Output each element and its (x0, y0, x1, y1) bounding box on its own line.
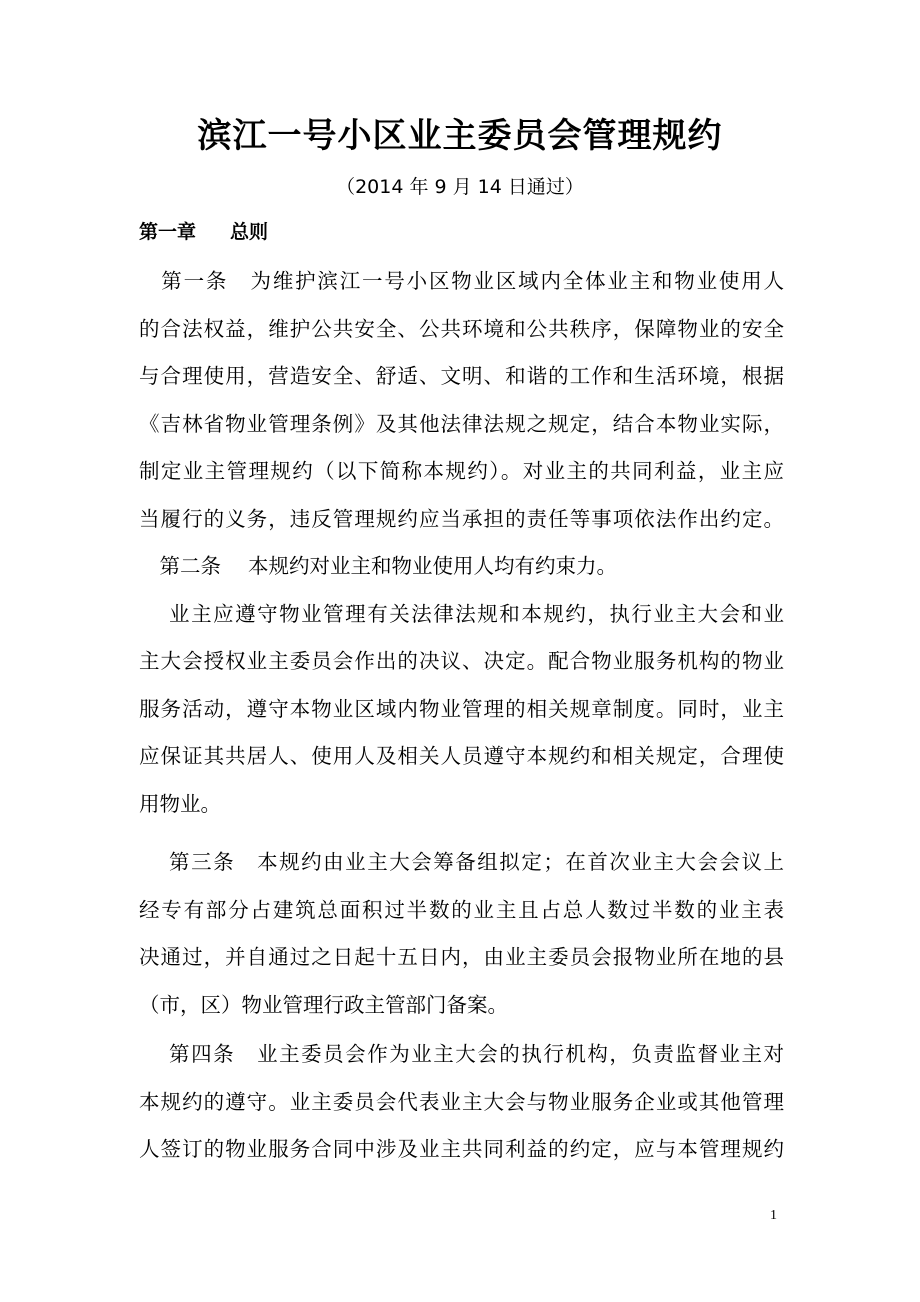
text-line: 业主应遵守物业管理有关法律法规和本规约，执行业主大会和业 (139, 601, 784, 626)
article-4 (139, 1031, 784, 1174)
text-line: 制定业主管理规约（以下简称本规约）。对业主的共同利益，业主应 (139, 459, 784, 483)
text-line: 应保证其共居人、使用人及相关人员遵守本规约和相关规定，合理使 (139, 744, 784, 768)
text-line: 人签订的物业服务合同中涉及业主共同利益的约定，应与本管理规约 (139, 1137, 784, 1161)
chapter-heading (139, 217, 268, 247)
text-line: 与合理使用，营造安全、舒适、文明、和谐的工作和生活环境，根据 (139, 364, 784, 388)
text-line: 第二条 本规约对业主和物业使用人均有约束力。 (139, 554, 618, 578)
text-line: 经专有部分占建筑总面积过半数的业主且占总人数过半数的业主表 (139, 897, 784, 922)
text-line: 服务活动，遵守本物业区域内物业管理的相关规章制度。同时，业主 (139, 696, 784, 721)
text-line: 第四条 业主委员会作为业主大会的执行机构，负责监督业主对 (139, 1042, 784, 1066)
adoption-date: （2014 年 9 月 14 日通过） (336, 176, 584, 198)
text-line: 第一条 为维护滨江一号小区物业区域内全体业主和物业使用人 (139, 269, 784, 293)
page-number: 1 (770, 1208, 777, 1223)
document-title: 滨江一号小区业主委员会管理规约 (197, 116, 723, 156)
article-3 (139, 839, 784, 1029)
text-line: 《吉林省物业管理条例》及其他法律法规之规定，结合本物业实际， (139, 411, 784, 436)
article-1 (139, 258, 784, 828)
text-line: 第三条 本规约由业主大会筹备组拟定；在首次业主大会会议上 (139, 850, 784, 874)
text-line: 用物业。 (139, 791, 221, 816)
text-line: 当履行的义务，违反管理规约应当承担的责任等事项依法作出约定。 (139, 506, 784, 531)
text-line: 主大会授权业主委员会作出的决议、决定。配合物业服务机构的物业 (139, 649, 784, 673)
chapter-name: 总则 (230, 221, 269, 243)
text-line: （市，区）物业管理行政主管部门备案。 (139, 992, 508, 1017)
text-line: 决通过，并自通过之日起十五日内，由业主委员会报物业所在地的县 (139, 945, 784, 969)
text-line: 的合法权益，维护公共安全、公共环境和公共秩序，保障物业的安全 (139, 316, 784, 341)
chapter-number: 第一章 (139, 221, 197, 243)
text-line: 本规约的遵守。业主委员会代表业主大会与物业服务企业或其他管理 (139, 1089, 784, 1114)
